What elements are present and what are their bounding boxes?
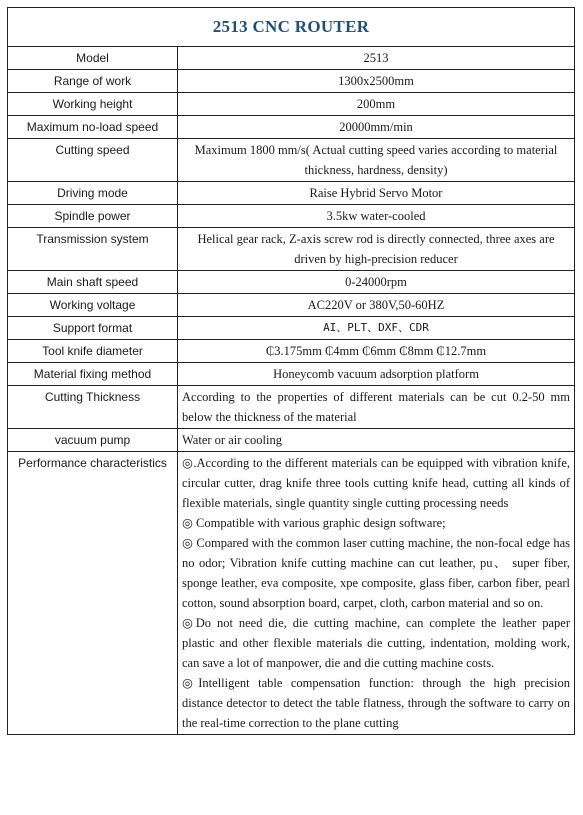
spec-value: Honeycomb vacuum adsorption platform bbox=[178, 363, 575, 386]
spec-value: AC220V or 380V,50-60HZ bbox=[178, 294, 575, 317]
performance-row bbox=[8, 452, 575, 735]
spec-value: ₵3.175mm ₵4mm ₵6mm ₵8mm ₵12.7mm bbox=[178, 340, 575, 363]
spec-value: Helical gear rack, Z-axis screw rod is directly connected, three axes are driven by high-precision reducer bbox=[178, 228, 575, 271]
spec-label: Range of work bbox=[8, 70, 178, 93]
spec-row bbox=[8, 386, 575, 429]
spec-value: 3.5kw water-cooled bbox=[178, 205, 575, 228]
spec-row bbox=[8, 139, 575, 182]
spec-row bbox=[8, 317, 575, 340]
spec-table bbox=[7, 7, 575, 735]
spec-label: Cutting speed bbox=[8, 139, 178, 182]
spec-label: vacuum pump bbox=[8, 429, 178, 452]
spec-label: Main shaft speed bbox=[8, 271, 178, 294]
title-row bbox=[8, 8, 575, 47]
spec-value: 20000mm/min bbox=[178, 116, 575, 139]
spec-label: Model bbox=[8, 47, 178, 70]
spec-row bbox=[8, 93, 575, 116]
spec-label: Transmission system bbox=[8, 228, 178, 271]
spec-value: AI、PLT、DXF、CDR bbox=[178, 317, 575, 340]
spec-row bbox=[8, 294, 575, 317]
spec-row bbox=[8, 429, 575, 452]
spec-row bbox=[8, 363, 575, 386]
spec-value: Raise Hybrid Servo Motor bbox=[178, 182, 575, 205]
spec-value: 0-24000rpm bbox=[178, 271, 575, 294]
spec-label: Maximum no-load speed bbox=[8, 116, 178, 139]
spec-label: Cutting Thickness bbox=[8, 386, 178, 429]
spec-row bbox=[8, 116, 575, 139]
spec-row bbox=[8, 47, 575, 70]
spec-row bbox=[8, 70, 575, 93]
spec-row bbox=[8, 340, 575, 363]
spec-row bbox=[8, 271, 575, 294]
spec-value: 2513 bbox=[178, 47, 575, 70]
page-title: 2513 CNC ROUTER bbox=[8, 8, 575, 47]
spec-label: Material fixing method bbox=[8, 363, 178, 386]
spec-value: 1300x2500mm bbox=[178, 70, 575, 93]
spec-label: Working height bbox=[8, 93, 178, 116]
spec-value: Maximum 1800 mm/s( Actual cutting speed varies according to material thickness, hardness, density) bbox=[178, 139, 575, 182]
performance-paragraph: ◎ Compatible with various graphic design software; bbox=[182, 516, 446, 530]
performance-label: Performance characteristics bbox=[8, 452, 178, 735]
spec-label: Driving mode bbox=[8, 182, 178, 205]
performance-paragraph: ◎Intelligent table compensation function: through the high precision distance detector to detect the table flatness, through the software to carry on the real-time correction to the plane cutting bbox=[182, 676, 570, 730]
spec-value: 200mm bbox=[178, 93, 575, 116]
performance-paragraph: ◎ Compared with the common laser cutting machine, the non-focal edge has no odor; Vibration knife cutting machine can cut leather, pu、 super fiber, sponge leather, eva composite, xpe composite, glass fiber, carbon fiber, pearl cotton, sound absorption board, carpet, cloth, carbon material and so on. bbox=[182, 536, 570, 610]
performance-paragraph: ◎Do not need die, die cutting machine, can complete the leather paper plastic and other flexible materials die cutting, indentation, molding work, can save a lot of manpower, die and die cutting machine costs. bbox=[182, 616, 570, 670]
performance-paragraph: ◎.According to the different materials can be equipped with vibration knife, circular cutter, drag knife three tools cutting knife head, cutting all kinds of flexible materials, single quantity single cutting processing needs bbox=[182, 456, 570, 510]
spec-row bbox=[8, 205, 575, 228]
performance-text bbox=[178, 452, 575, 735]
spec-row bbox=[8, 182, 575, 205]
spec-label: Working voltage bbox=[8, 294, 178, 317]
spec-value: According to the properties of different materials can be cut 0.2-50 mm below the thickness of the material bbox=[178, 386, 575, 429]
spec-row bbox=[8, 228, 575, 271]
spec-label: Spindle power bbox=[8, 205, 178, 228]
spec-label: Tool knife diameter bbox=[8, 340, 178, 363]
spec-label: Support format bbox=[8, 317, 178, 340]
spec-value: Water or air cooling bbox=[178, 429, 575, 452]
